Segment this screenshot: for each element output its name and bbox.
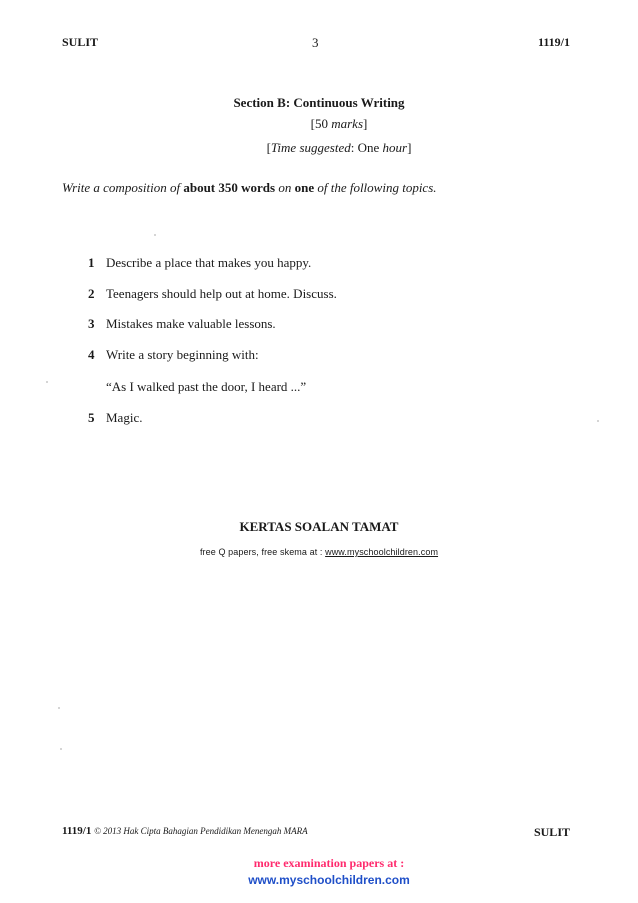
question-number: 4 xyxy=(88,347,95,362)
free-papers-link[interactable]: www.myschoolchildren.com xyxy=(325,547,439,557)
question-text: Magic. xyxy=(106,410,143,425)
footer-code: 1119/1 © 2013 Hak Cipta Bahagian Pendidikan Menengah MARA xyxy=(62,825,308,837)
promo-text: more examination papers at : xyxy=(253,856,405,870)
page-number: 3 xyxy=(312,35,319,50)
paper-code: 1119/1 xyxy=(537,35,570,49)
copyright-notice: © 2013 Hak Cipta Bahagian Pendidikan Menengah MARA xyxy=(94,826,308,836)
free-papers-note: free Q papers, free skema at : www.myschoolchildren.com xyxy=(199,547,439,557)
question-number: 3 xyxy=(88,316,95,331)
promo-link[interactable]: www.myschoolchildren.com xyxy=(248,873,410,887)
scan-speck xyxy=(46,381,48,383)
question-number: 2 xyxy=(88,286,95,301)
end-of-paper: KERTAS SOALAN TAMAT xyxy=(239,519,399,534)
header-sulit: SULIT xyxy=(62,35,99,49)
section-title: Section B: Continuous Writing xyxy=(233,95,405,110)
question-text: Mistakes make valuable lessons. xyxy=(106,316,276,331)
question-text: Describe a place that makes you happy. xyxy=(106,255,312,270)
question-number: 5 xyxy=(88,410,95,425)
story-opening-quote: “As I walked past the door, I heard ...” xyxy=(106,379,307,394)
scan-speck xyxy=(597,420,599,422)
question-text: Teenagers should help out at home. Discuss. xyxy=(106,286,337,301)
footer-sulit: SULIT xyxy=(533,825,570,839)
question-number: 1 xyxy=(88,255,95,270)
scan-speck xyxy=(60,748,62,750)
question-text: Write a story beginning with: xyxy=(106,347,259,362)
scan-speck xyxy=(58,707,60,709)
instruction: Write a composition of about 350 words on one of the following topics. xyxy=(62,180,437,195)
scan-speck xyxy=(154,234,156,236)
section-time: [Time suggested: One hour] xyxy=(266,140,412,155)
section-marks: [50 marks] xyxy=(310,116,368,131)
